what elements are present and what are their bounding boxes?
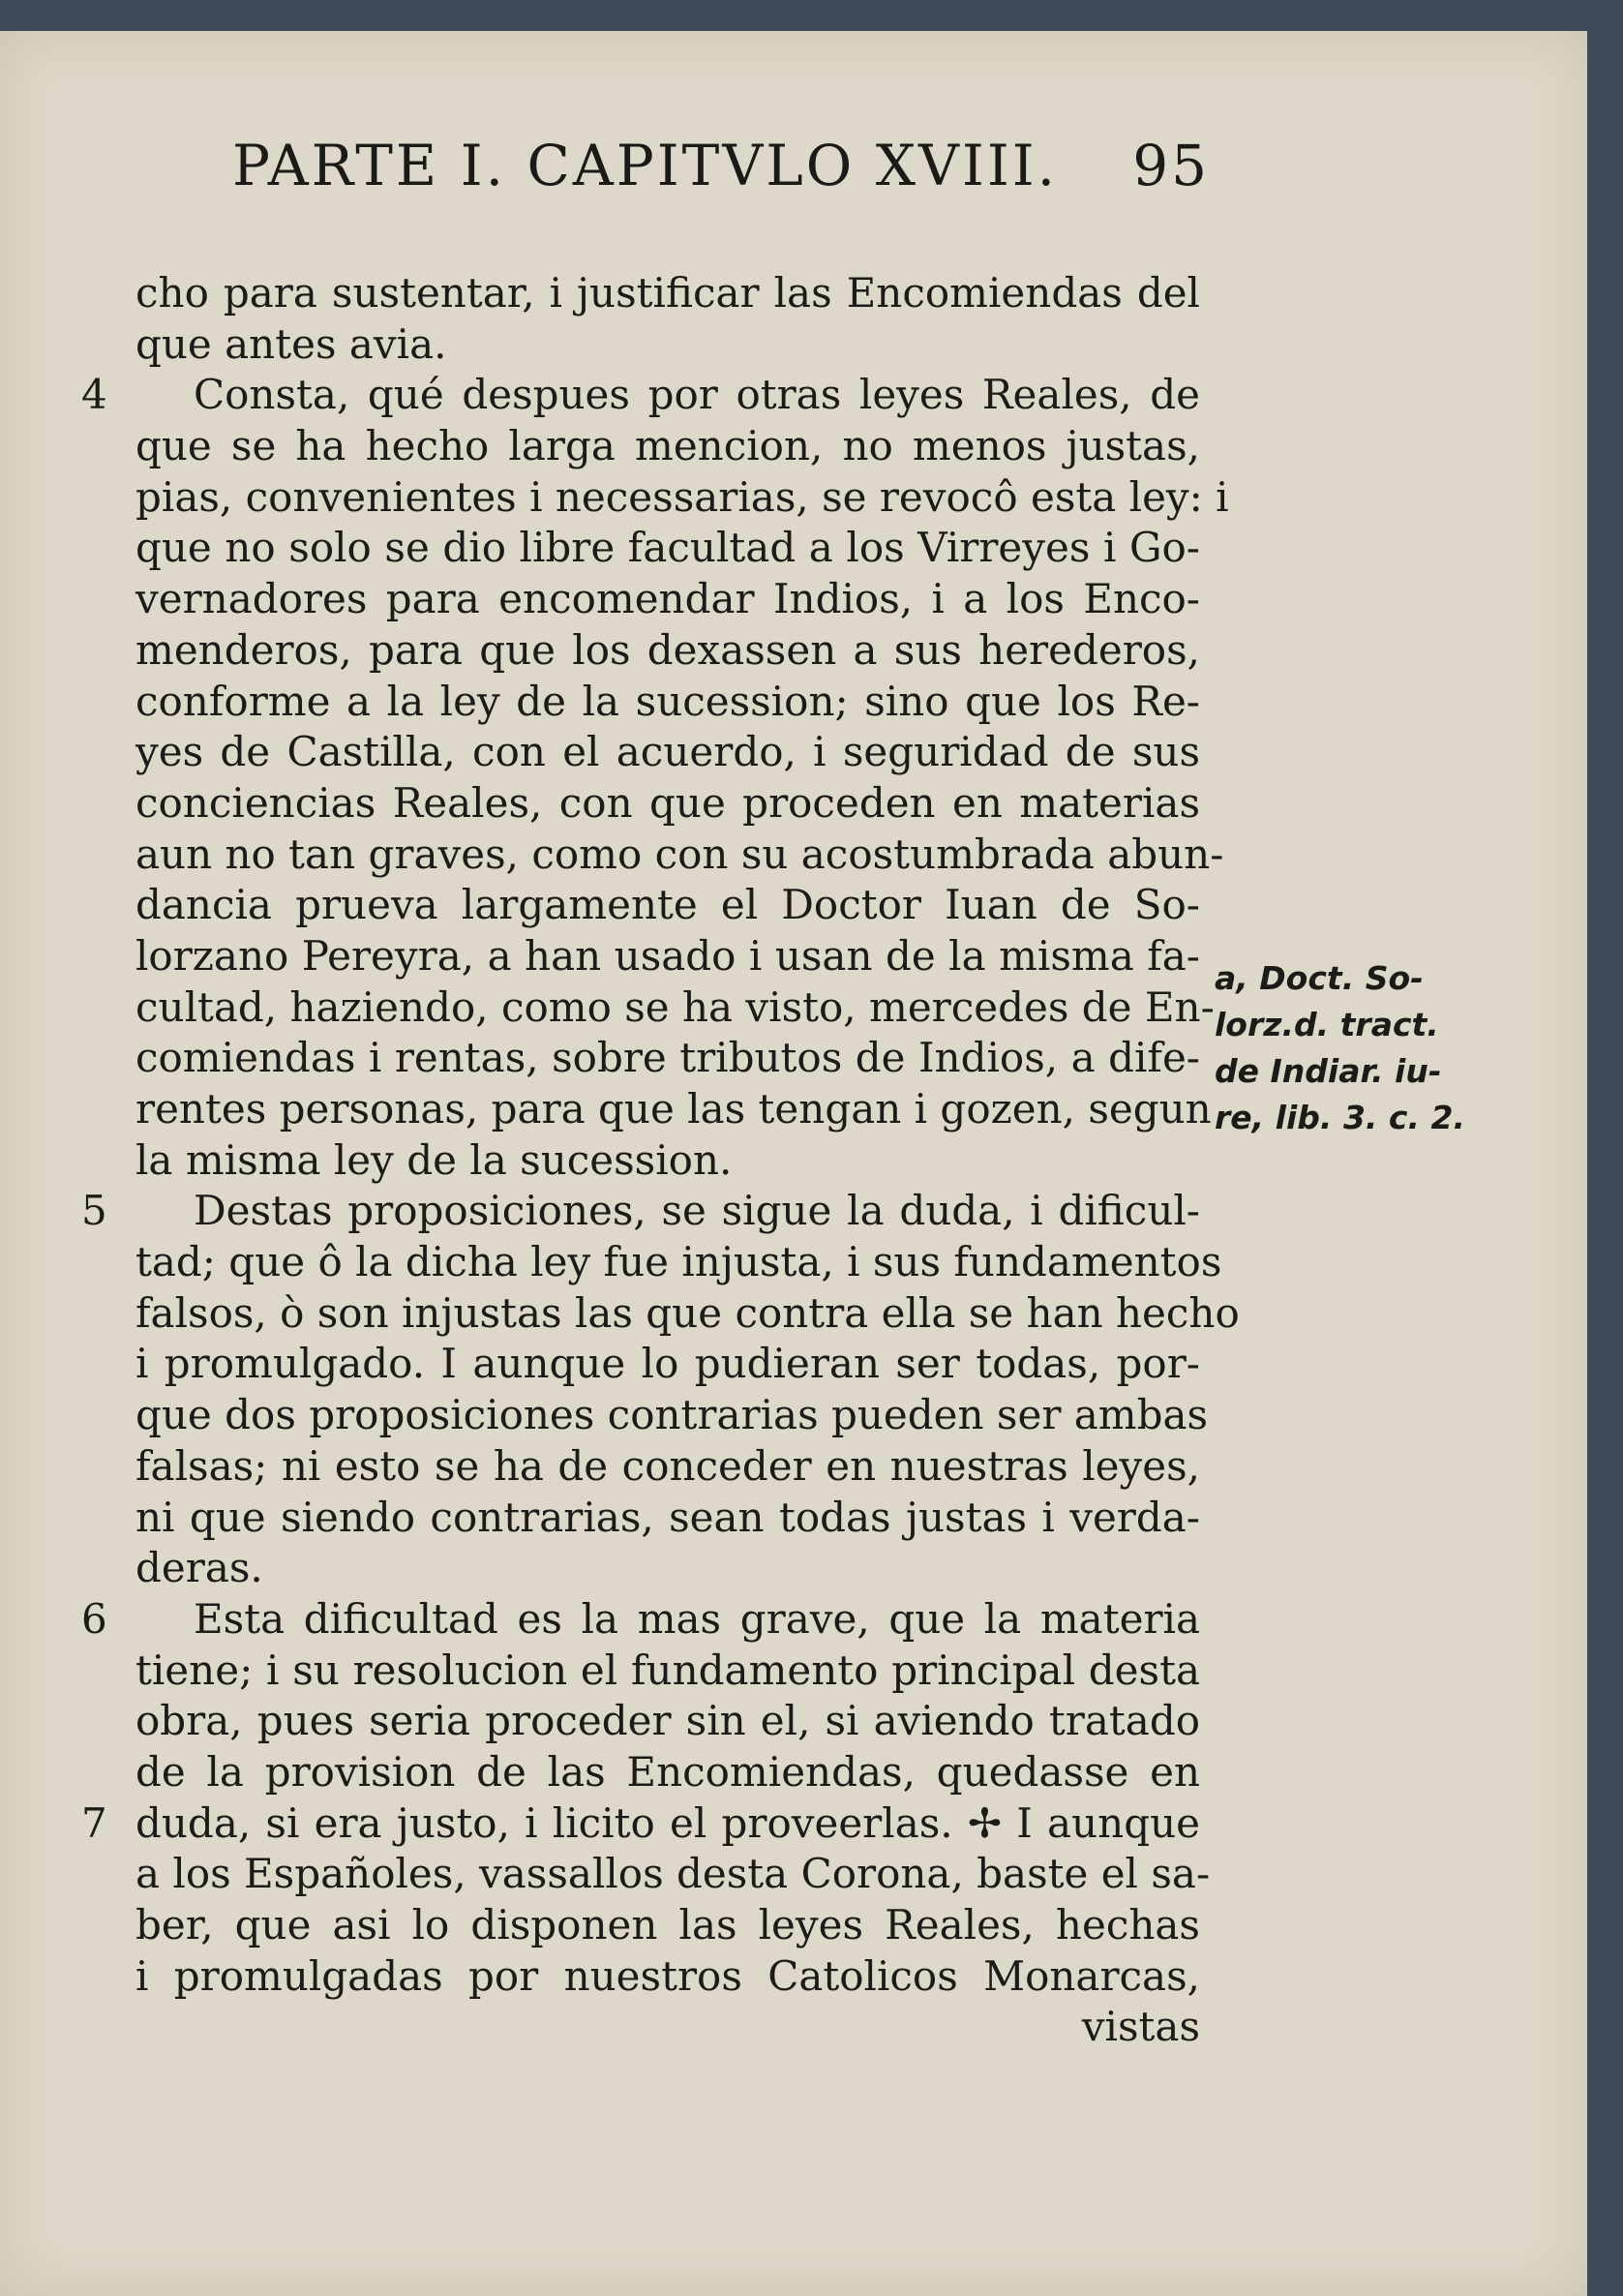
line-text: de la provision de las Encomiendas, quedasse en	[135, 1747, 1200, 1796]
line-text: Destas proposiciones, se sigue la duda, i dificul-	[194, 1187, 1200, 1235]
line-text: yes de Castilla, con el acuerdo, i seguridad de sus	[135, 728, 1200, 776]
line-text: menderos, para que los dexassen a sus herederos,	[135, 625, 1200, 674]
text-line	[135, 778, 1200, 830]
text-line	[135, 1441, 1200, 1493]
line-text: tad; que ô la dicha ley fue injusta, i sus fundamentos	[135, 1238, 1222, 1286]
page-number: 95	[1132, 133, 1210, 198]
line-text: Esta dificultad es la mas grave, que la materia	[194, 1594, 1200, 1643]
line-text: vernadores para encomendar Indios, i a los Enco-	[135, 575, 1200, 623]
line-text: conforme a la ley de la sucession; sino que los Re-	[135, 677, 1200, 725]
text-line	[135, 319, 1200, 371]
line-text: que antes avia.	[135, 319, 447, 368]
running-header	[232, 133, 1210, 198]
text-line	[135, 677, 1200, 728]
text-line	[135, 1237, 1222, 1288]
text-line	[135, 1390, 1209, 1441]
line-text: aun no tan graves, como con su acostumbrada abun-	[135, 830, 1224, 878]
text-line	[135, 1951, 1200, 2003]
line-text: que dos proposiciones contrarias pueden ser ambas	[135, 1391, 1209, 1439]
text-line	[135, 574, 1200, 625]
text-line	[135, 268, 1200, 319]
marginal-note-line: de Indiar. iu-	[1215, 1052, 1442, 1090]
line-text: i promulgado. I aunque lo pudieran ser todas, por-	[135, 1340, 1200, 1388]
line-text: vistas	[1081, 2003, 1200, 2051]
text-line	[81, 1186, 1200, 1237]
text-line	[135, 625, 1200, 677]
text-line	[135, 1135, 1200, 1187]
marginal-note-line: a, Doct. So-	[1215, 959, 1424, 997]
text-line	[135, 1849, 1211, 1900]
marginal-note	[1215, 955, 1476, 1141]
line-text: cultad, haziendo, como se ha visto, mercedes de En-	[135, 982, 1215, 1031]
line-text: cho para sustentar, i justificar las Encomiendas del	[135, 269, 1200, 317]
line-text: duda, si era justo, i licito el proveerlas. ✢ I aunque	[135, 1798, 1200, 1847]
line-text: ni que siendo contrarias, sean todas justas i verda-	[135, 1493, 1200, 1541]
line-text: lorzano Pereyra, a han usado i usan de la misma fa-	[135, 931, 1200, 980]
line-text: obra, pues seria proceder sin el, si aviendo tratado	[135, 1697, 1200, 1745]
text-line	[135, 1900, 1200, 1951]
line-text: la misma ley de la sucession.	[135, 1135, 733, 1184]
text-line	[135, 1646, 1200, 1697]
line-text: falsos, ò son injustas las que contra ella se han hecho	[135, 1288, 1240, 1337]
line-text: i promulgadas por nuestros Catolicos Monarcas,	[135, 1951, 1200, 2000]
text-line	[135, 1033, 1200, 1084]
text-line	[135, 1493, 1200, 1544]
line-text: rentes personas, para que las tengan i gozen, segun	[135, 1085, 1212, 1133]
paragraph-number: 6	[81, 1594, 107, 1643]
marginal-note-line: re, lib. 3. c. 2.	[1215, 1099, 1466, 1136]
main-text	[81, 268, 1240, 2053]
line-text: tiene; i su resolucion el fundamento principal desta	[135, 1646, 1200, 1694]
line-text: conciencias Reales, con que proceden en materias	[135, 778, 1200, 827]
text-line	[81, 1594, 1200, 1646]
text-line	[135, 472, 1229, 524]
text-line	[135, 931, 1200, 982]
text-line	[135, 523, 1200, 574]
line-text: dancia prueva largamente el Doctor Iuan de So-	[135, 881, 1200, 929]
marginal-note-line: lorz.d. tract.	[1215, 1006, 1439, 1043]
text-line	[135, 830, 1224, 881]
text-line	[135, 880, 1200, 931]
book-page	[0, 31, 1587, 2296]
paragraph-number: 4	[81, 371, 107, 419]
line-text: a los Españoles, vassallos desta Corona, baste el sa-	[135, 1850, 1211, 1898]
text-line	[135, 1747, 1200, 1798]
text-line	[135, 982, 1215, 1034]
line-text: deras.	[135, 1544, 263, 1592]
text-line	[135, 2002, 1200, 2053]
line-text: comiendas i rentas, sobre tributos de Indios, a dife-	[135, 1034, 1200, 1082]
line-text: pias, convenientes i necessarias, se revocô esta ley: i	[135, 472, 1229, 521]
header-title: PARTE I. CAPITVLO XVIII.	[232, 133, 1059, 198]
paragraph-number: 5	[81, 1187, 107, 1235]
text-line	[135, 1339, 1200, 1390]
text-line	[135, 727, 1200, 778]
text-line	[135, 421, 1200, 472]
text-line	[135, 1696, 1200, 1747]
text-line	[135, 1543, 1200, 1594]
line-text: que no solo se dio libre facultad a los Virreyes i Go-	[135, 524, 1200, 572]
paragraph-number: 7	[81, 1798, 107, 1847]
text-line	[81, 1798, 1200, 1850]
line-text: que se ha hecho larga mencion, no menos justas,	[135, 422, 1200, 470]
text-line	[135, 1084, 1212, 1135]
line-text: falsas; ni esto se ha de conceder en nuestras leyes,	[135, 1441, 1200, 1490]
line-text: Consta, qué despues por otras leyes Reales, de	[194, 371, 1200, 419]
text-line	[135, 1288, 1240, 1340]
line-text: ber, que asi lo disponen las leyes Reales, hechas	[135, 1901, 1200, 1949]
text-line	[81, 370, 1200, 421]
